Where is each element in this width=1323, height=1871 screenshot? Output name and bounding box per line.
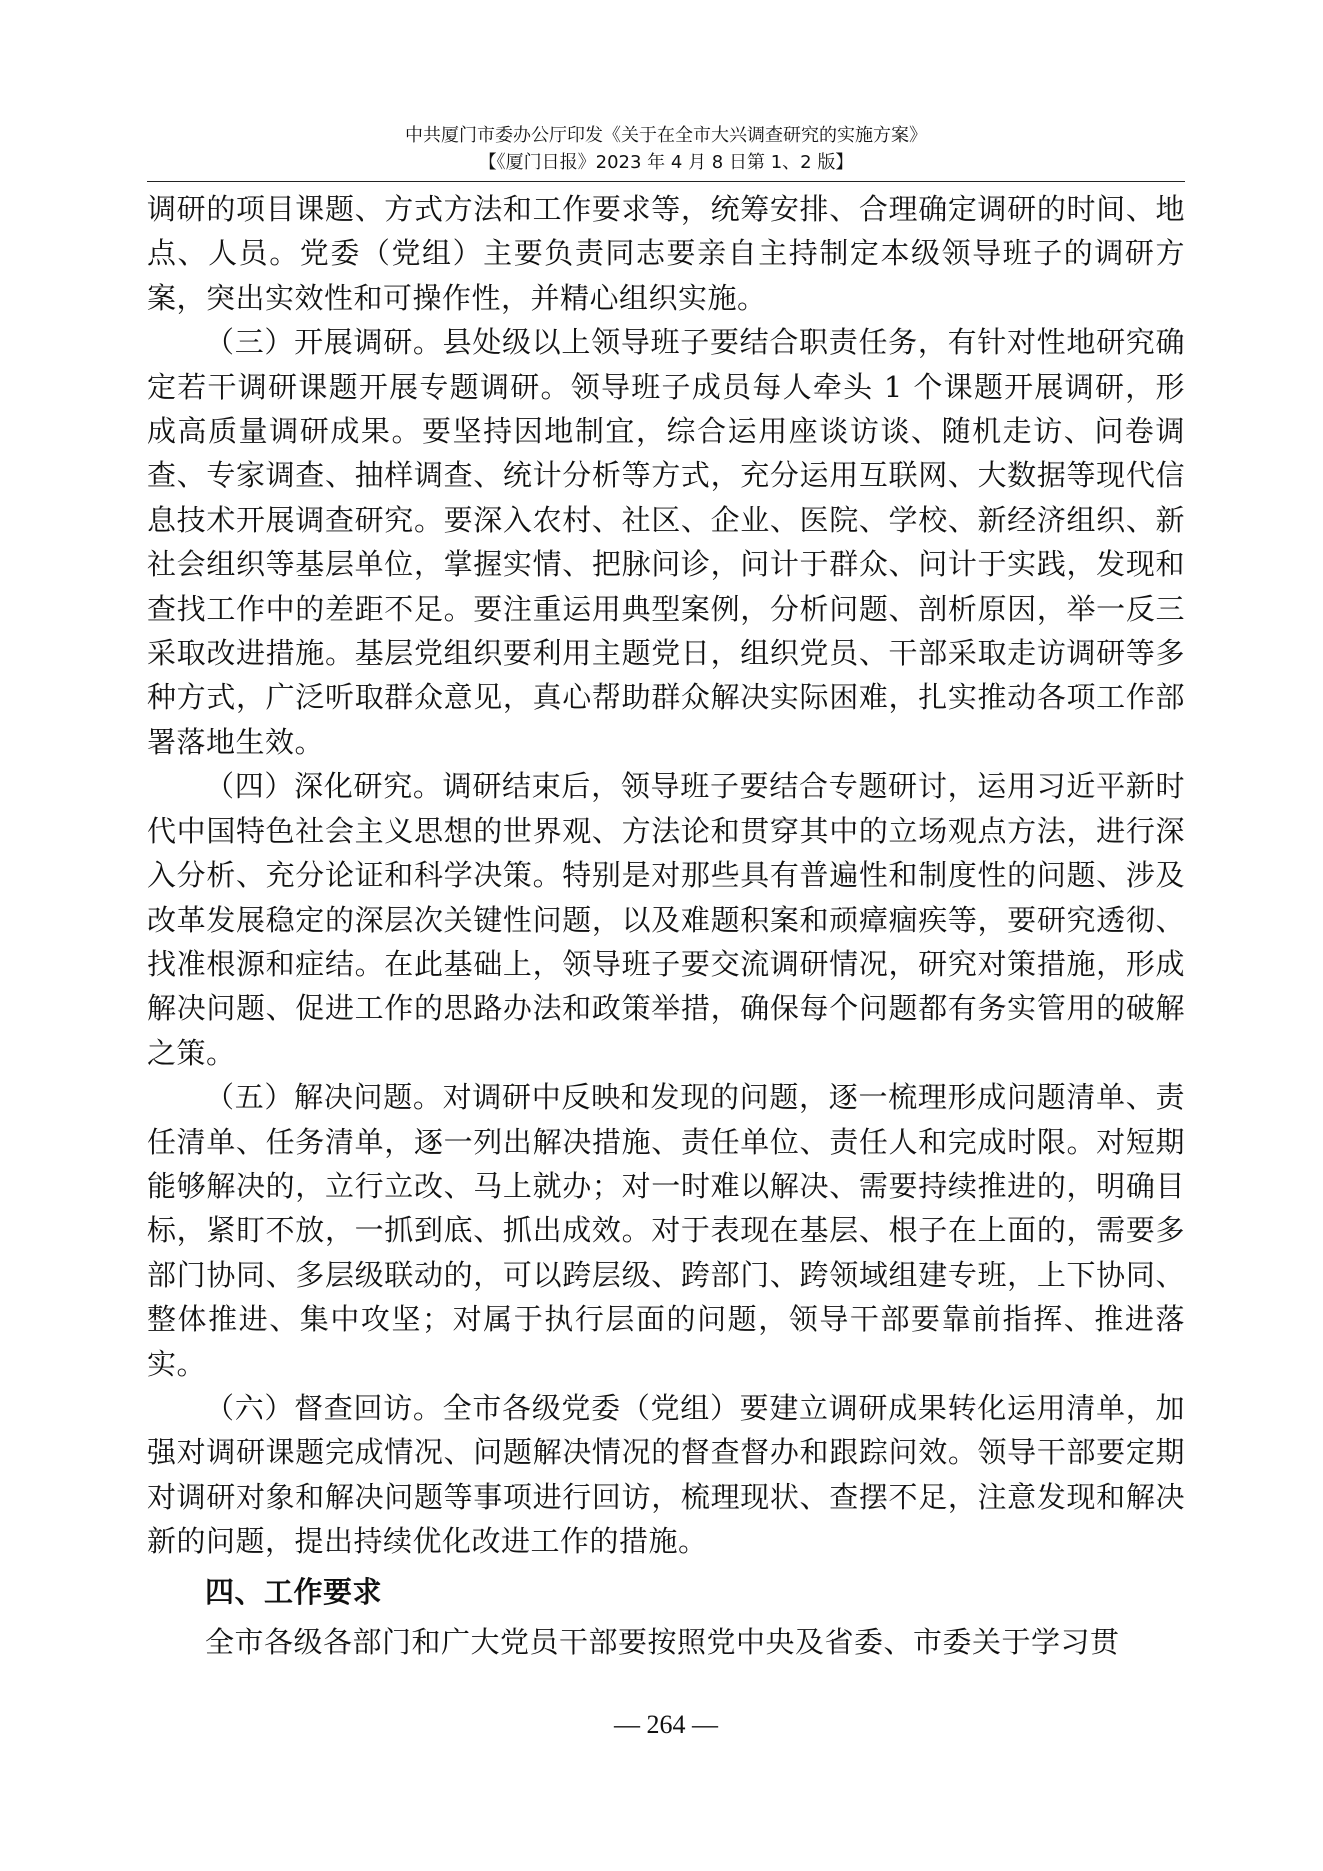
document-page [147, 0, 1185, 1871]
running-header [147, 122, 1185, 176]
document-body [147, 187, 1185, 1664]
header-divider [147, 181, 1185, 182]
header-source: 【《厦门日报》2023 年 4 月 8 日第 1、2 版】 [478, 152, 854, 173]
header-title: 中共厦门市委办公厅印发《关于在全市大兴调查研究的实施方案》 [405, 125, 927, 146]
paragraph-work-requirements: 全市各级各部门和广大党员干部要按照党中央及省委、市委关于学习贯 [205, 1624, 1120, 1659]
paragraph-supervision-revisit: （六）督查回访。全市各级党委（党组）要建立调研成果转化运用清单，加强对调研课题完成情况、问题解决情况的督查督办和跟踪问效。领导干部要定期对调研对象和解决问题等事项进行回访，梳理现状、查摆不足，注意发现和解决新的问题，提出持续优化改进工作的措施。 [147, 1390, 1185, 1559]
paragraph-solve-problems: （五）解决问题。对调研中反映和发现的问题，逐一梳理形成问题清单、责任清单、任务清单，逐一列出解决措施、责任单位、责任人和完成时限。对短期能够解决的，立行立改、马上就办；对一时难以解决、需要持续推进的，明确目标，紧盯不放，一抓到底、抓出成效。对于表现在基层、根子在上面的，需要多部门协同、多层级联动的，可以跨层级、跨部门、跨领域组建专班，上下协同、整体推进、集中攻坚；对属于执行层面的问题，领导干部要靠前指挥、推进落实。 [147, 1080, 1185, 1381]
paragraph-conduct-research: （三）开展调研。县处级以上领导班子要结合职责任务，有针对性地研究确定若干调研课题开展专题调研。领导班子成员每人牵头 1 个课题开展调研，形成高质量调研成果。要坚持因地制宜，综合运用座谈访谈、随机走访、问卷调查、专家调查、抽样调查、统计分析等方式，充分运用互联网、大数据等现代信息技术开展调查研究。要深入农村、社区、企业、医院、学校、新经济组织、新社会组织等基层单位，掌握实情、把脉问诊，问计于群众、问计于实践，发现和查找工作中的差距不足。要注重运用典型案例，分析问题、剖析原因，举一反三采取改进措施。基层党组织要利用主题党日，组织党员、干部采取走访调研等多种方式，广泛听取群众意见，真心帮助群众解决实际困难，扎实推动各项工作部署落地生效。 [147, 325, 1185, 759]
page-number: — 264 — [614, 1710, 718, 1739]
paragraph-deepen-research: （四）深化研究。调研结束后，领导班子要结合专题研讨，运用习近平新时代中国特色社会主义思想的世界观、方法论和贯穿其中的立场观点方法，进行深入分析、充分论证和科学决策。特别是对那些具有普遍性和制度性的问题、涉及改革发展稳定的深层次关键性问题，以及难题积案和顽瘴痼疾等，要研究透彻、找准根源和症结。在此基础上，领导班子要交流调研情况，研究对策措施，形成解决问题、促进工作的思路办法和政策举措，确保每个问题都有务实管用的破解之策。 [147, 769, 1185, 1070]
paragraph-continuation: 调研的项目课题、方式方法和工作要求等，统筹安排、合理确定调研的时间、地点、人员。党委（党组）主要负责同志要亲自主持制定本级领导班子的调研方案，突出实效性和可操作性，并精心组织实施。 [147, 192, 1185, 315]
section-heading: 四、工作要求 [205, 1574, 383, 1609]
